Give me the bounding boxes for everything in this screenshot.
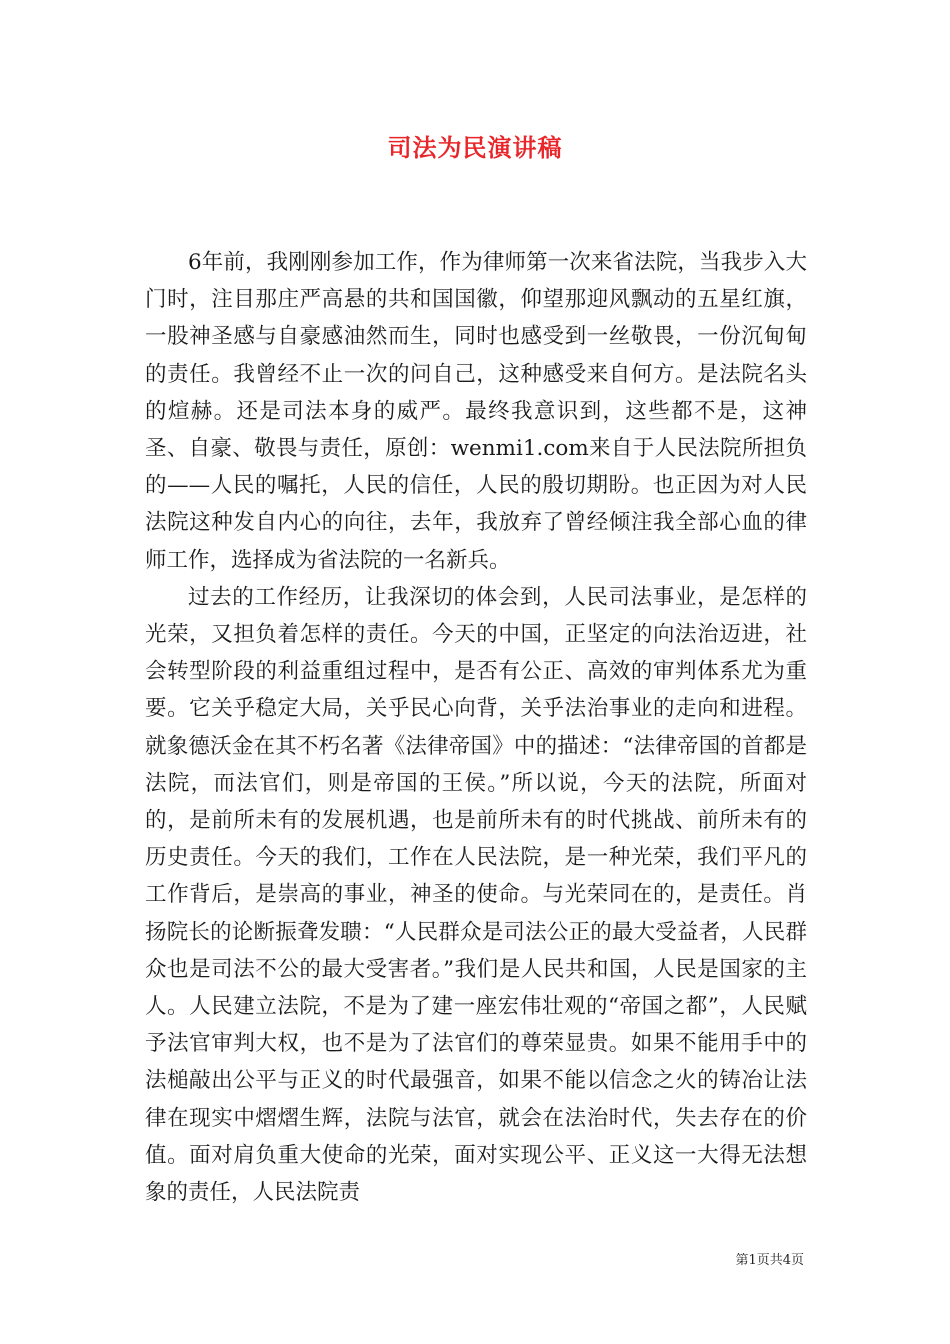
paragraph: 6年前，我刚刚参加工作，作为律师第一次来省法院，当我步入大门时，注目那庄严高悬的共和国国徽，仰望那迎风飘动的五星红旗，一股神圣感与自豪感油然而生，同时也感受到一丝敬畏，一份沉甸甸的责任。我曾经不止一次的问自己，这种感受来自何方。是法院名头的煊赫。还是司法本身的威严。最终我意识到，这些都不是，这神圣、自豪、敬畏与责任，原创：wenmi1.com来自于人民法院所担负的——人民的嘱托，人民的信任，人民的殷切期盼。也正因为对人民法院这种发自内心的向往，去年，我放弃了曾经倾注我全部心血的律师工作，选择成为省法院的一名新兵。 xyxy=(145,250,807,573)
document-body xyxy=(145,244,807,1211)
document-title: 司法为民演讲稿 xyxy=(387,133,563,162)
page-number: 第1页共4页 xyxy=(735,1253,804,1268)
paragraph: 过去的工作经历，让我深切的体会到，人民司法事业，是怎样的光荣，又担负着怎样的责任。今天的中国，正坚定的向法治迈进，社会转型阶段的利益重组过程中，是否有公正、高效的审判体系尤为重要。它关乎稳定大局，关乎民心向背，关乎法治事业的走向和进程。就象德沃金在其不朽名著《法律帝国》中的描述：“法律帝国的首都是法院，而法官们，则是帝国的王侯。”所以说，今天的法院，所面对的，是前所未有的发展机遇，也是前所未有的时代挑战、前所未有的历史责任。今天的我们，工作在人民法院，是一种光荣，我们平凡的工作背后，是崇高的事业，神圣的使命。与光荣同在的，是责任。肖扬院长的论断振聋发聩：“人民群众是司法公正的最大受益者，人民群众也是司法不公的最大受害者。”我们是人民共和国，人民是国家的主人。人民建立法院，不是为了建一座宏伟壮观的“帝国之都”，人民赋予法官审判大权，也不是为了法官们的尊荣显贵。如果不能用手中的法槌敲出公平与正义的时代最强音，如果不能以信念之火的铸冶让法律在现实中熠熠生辉，法院与法官，就会在法治时代，失去存在的价值。面对肩负重大使命的光荣，面对实现公平、正义这一大得无法想象的责任，人民法院责 xyxy=(145,584,807,1206)
